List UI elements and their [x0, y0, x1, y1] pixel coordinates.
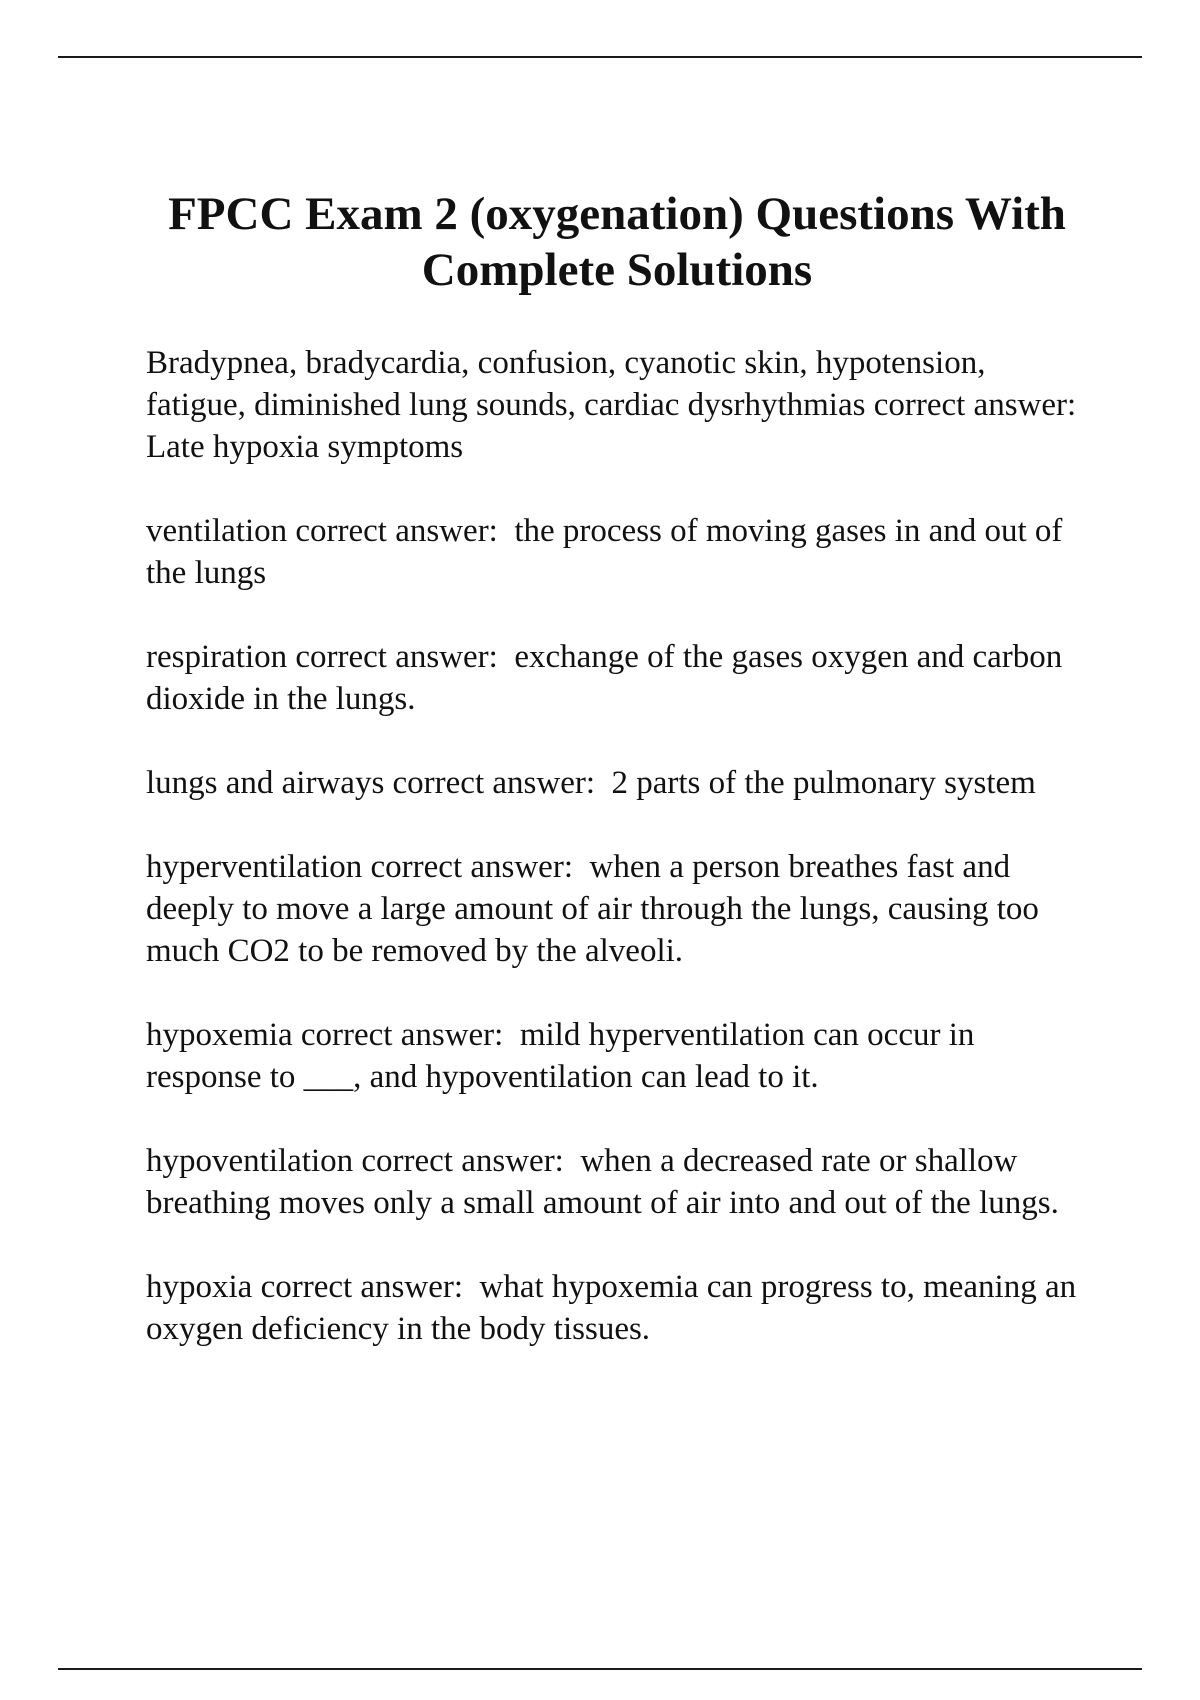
qa-list — [146, 342, 1093, 1350]
qa-entry: hypoxia correct answer: what hypoxemia can progress to, meaning an oxygen deficiency in the body tissues. — [146, 1269, 1085, 1347]
footer-rule — [58, 1668, 1142, 1670]
qa-entry: ventilation correct answer: the process of moving gases in and out of the lungs — [146, 513, 1071, 591]
document-title: FPCC Exam 2 (oxygenation) Questions With Complete Solutions — [168, 188, 1066, 296]
qa-entry: respiration correct answer: exchange of the gases oxygen and carbon dioxide in the lungs. — [146, 639, 1071, 717]
qa-entry: hyperventilation correct answer: when a person breathes fast and deeply to move a large amount of air through the lungs, causing too much CO2 to be removed by the alveoli. — [146, 849, 1048, 969]
header-rule — [58, 56, 1142, 58]
qa-entry: Bradypnea, bradycardia, confusion, cyanotic skin, hypotension, fatigue, diminished lung sounds, cardiac dysrhythmias correct answer: Late hypoxia symptoms — [146, 345, 1093, 465]
qa-entry: lungs and airways correct answer: 2 parts of the pulmonary system — [146, 765, 1036, 801]
qa-entry: hypoxemia correct answer: mild hyperventilation can occur in response to ___, and hypoventilation can lead to it. — [146, 1017, 983, 1095]
document-body — [146, 186, 1093, 1392]
qa-entry: hypoventilation correct answer: when a decreased rate or shallow breathing moves only a small amount of air into and out of the lungs. — [146, 1143, 1059, 1221]
